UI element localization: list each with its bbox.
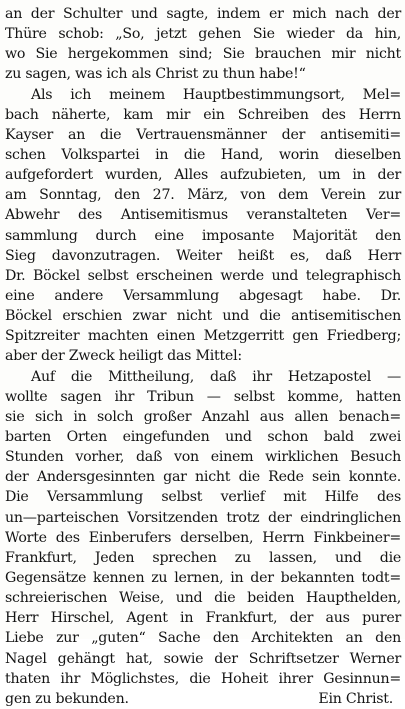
article-line-18: aber der Zweck heiligt das Mittel:	[5, 348, 242, 365]
article-line-21: sie sich in solch großer Anzahl aus allen benach=	[5, 408, 401, 425]
article-line-8: schen Volkspartei in die Hand, worin dieselben	[5, 146, 401, 163]
article-line-7: Kayser an die Vertrauensmänner der antisemiti=	[5, 126, 401, 143]
article-line-17: Spitzreiter machten einen Metzgerritt gen Friedberg;	[5, 328, 401, 345]
article-column	[5, 4, 401, 709]
article-line-15: eine andere Versammlung abgesagt habe. Dr.	[5, 287, 401, 304]
article-line-3: wo Sie hergekommen sind; Sie brauchen mir nicht	[5, 46, 401, 63]
article-line-26: un—parteischen Vorsitzenden trotz der eindringlichen	[5, 509, 401, 526]
article-line-30: schreierischen Weise, und die beiden Haupthelden,	[5, 590, 401, 607]
article-line-22: barten Orten eingefunden und schon bald zwei	[5, 428, 401, 445]
article-line-35: gen zu bekunden.	[5, 690, 129, 707]
article-line-31: Herr Hirschel, Agent in Frankfurt, der aus purer	[5, 610, 401, 627]
article-line-16: Böckel erschien zwar nicht und die antisemitischen	[5, 308, 401, 325]
article-line-24: der Andersgesinnten gar nicht die Rede sein konnte.	[5, 469, 401, 486]
article-line-27: Worte des Einberufers derselben, Herrn Finkbeiner=	[5, 529, 401, 546]
article-line-19: Auf die Mittheilung, daß ihr Hetzapostel —	[31, 368, 401, 385]
article-line-14: Dr. Böckel selbst erscheinen werde und telegraphisch	[5, 267, 401, 284]
article-line-2: Thüre schob: „So, jetzt gehen Sie wieder da hin,	[5, 26, 401, 43]
article-line-29: Gegensätze kennen zu lernen, in der bekannten todt=	[5, 569, 401, 586]
article-line-13: Sieg davonzutragen. Weiter heißt es, daß Herr	[5, 247, 401, 264]
article-line-12: sammlung durch eine imposante Majorität den	[5, 227, 401, 244]
article-line-20: wollte sagen ihr Tribun — selbst komme, hatten	[5, 388, 401, 405]
closing-line	[5, 689, 401, 709]
article-line-1: an der Schulter und sagte, indem er mich nach der	[5, 6, 401, 22]
article-line-23: Stunden vorher, daß von einem wirklichen Besuch	[5, 449, 401, 466]
article-line-32: Liebe zur „guten“ Sache den Architekten an den	[5, 630, 401, 647]
article-line-10: am Sonntag, den 27. März, von dem Verein zur	[5, 187, 401, 204]
article-line-28: Frankfurt, Jeden sprechen zu lassen, und die	[5, 549, 401, 566]
article-line-5: Als ich meinem Hauptbestimmungsort, Mel=	[31, 86, 401, 103]
article-line-6: bach näherte, kam mir ein Schreiben des Herrn	[5, 106, 401, 123]
article-line-34: thaten ihr Möglichstes, die Hoheit ihrer Gesinnun=	[5, 670, 401, 687]
article-line-9: aufgefordert wurden, Alles aufzubieten, um in der	[5, 167, 401, 184]
article-line-11: Abwehr des Antisemitismus veranstalteten Ver=	[5, 207, 401, 224]
article-line-33: Nagel gehängt hat, sowie der Schriftsetzer Werner	[5, 650, 401, 667]
article-line-4: zu sagen, was ich als Christ zu thun habe!“	[5, 66, 306, 83]
author-signature: Ein Christ.	[318, 690, 393, 707]
article-line-25: Die Versammlung selbst verlief mit Hilfe des	[5, 489, 401, 506]
